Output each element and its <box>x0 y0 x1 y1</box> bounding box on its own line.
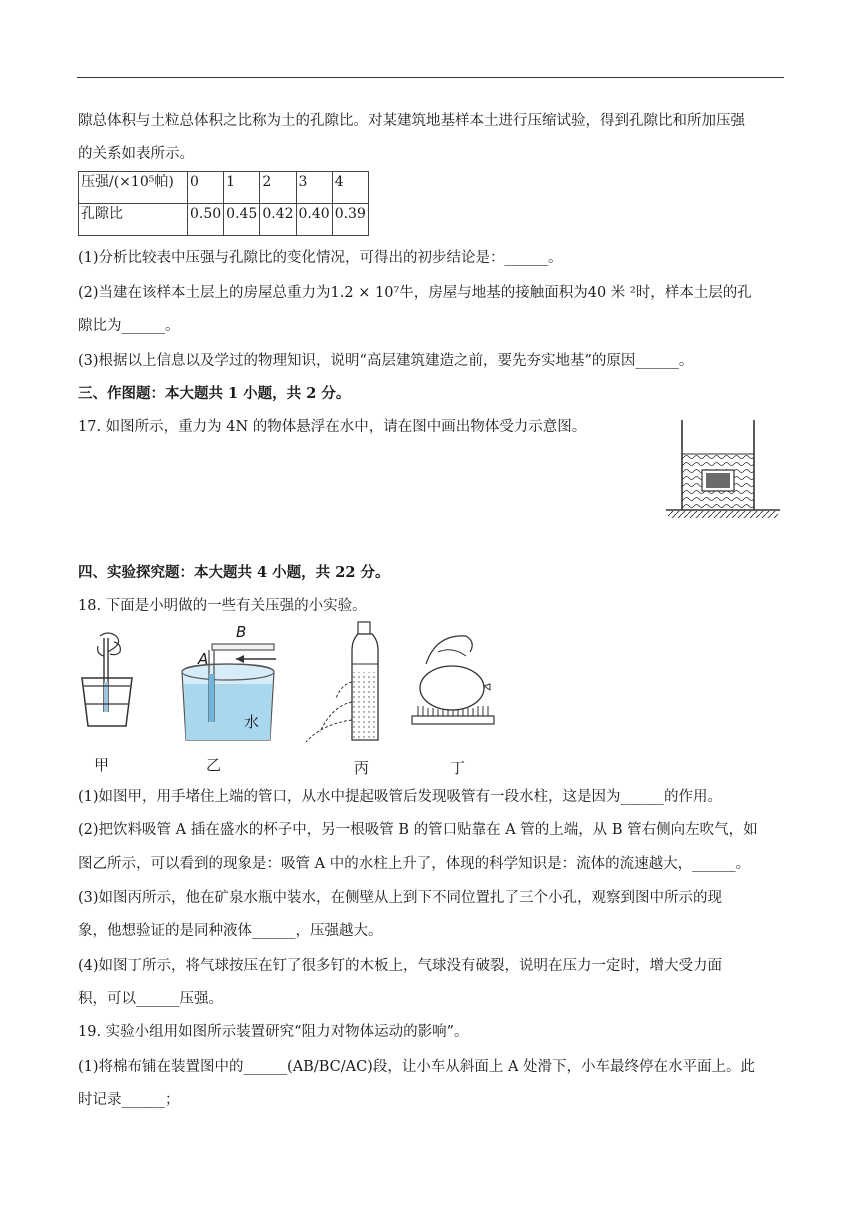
intro-line-1: 隙总体积与土粒总体积之比称为土的孔隙比。对某建筑地基样本土进行压缩试验，得到孔隙比和所加压强 <box>78 113 745 129</box>
q18-part4-line1: (4)如图丁所示，将气球按压在钉了很多钉的木板上，气球没有破裂，说明在压力一定时，增大受力面 <box>78 958 723 974</box>
table-cell: 0.39 <box>332 204 368 236</box>
figure-bing-bottle-holes <box>302 620 388 746</box>
table-cell: 0.45 <box>224 204 260 236</box>
q18-part4-line2: 积，可以______压强。 <box>78 991 223 1007</box>
q16-part1: (1)分析比较表中压强与孔隙比的变化情况，可得出的初步结论是：______。 <box>78 250 563 266</box>
table-cell: 4 <box>332 172 368 204</box>
label-jia: 甲 <box>94 756 110 774</box>
label-water: 水 <box>244 713 260 731</box>
q19-stem: 19. 实验小组用如图所示装置研究“阻力对物体运动的影响”。 <box>78 1024 469 1040</box>
suspended-block <box>706 473 730 488</box>
table-row <box>79 172 369 204</box>
q18-part2-line1: (2)把饮料吸管 A 插在盛水的杯子中，另一根吸管 B 的管口贴靠在 A 管的上端，从 B 管右侧向左吹气，如 <box>78 822 758 838</box>
table-row <box>79 204 369 236</box>
q18-part2-line2: 图乙所示，可以看到的现象是：吸管 A 中的水柱上升了，体现的科学知识是：流体的流速越大，______。 <box>78 856 751 872</box>
q18-part3-line1: (3)如图丙所示，他在矿泉水瓶中装水，在侧壁从上到下不同位置扎了三个小孔，观察到图中所示的现 <box>78 890 723 906</box>
q18-part1: (1)如图甲，用手堵住上端的管口，从水中提起吸管后发现吸管有一段水柱，这是因为______的作用。 <box>78 789 723 805</box>
q19-part1-line1: (1)将棉布铺在装置图中的______(AB/BC/AC)段，让小车从斜面上 A 处滑下，小车最终停在水平面上。此 <box>78 1059 756 1075</box>
table-cell: 0.42 <box>260 204 296 236</box>
label-a: A <box>198 650 209 668</box>
header-rule <box>77 77 784 78</box>
section-3-heading: 三、作图题：本大题共 1 小题，共 2 分。 <box>78 385 351 402</box>
label-ding: 丁 <box>450 759 466 777</box>
q17-beaker-figure <box>664 418 784 520</box>
figure-ding-balloon-nails <box>408 630 498 740</box>
table-cell: 孔隙比 <box>79 204 188 236</box>
label-yi: 乙 <box>206 756 222 774</box>
pressure-ratio-table <box>78 171 369 236</box>
table-cell: 1 <box>224 172 260 204</box>
q19-part1-line2: 时记录______； <box>78 1092 180 1108</box>
q17-stem: 17. 如图所示，重力为 4N 的物体悬浮在水中，请在图中画出物体受力示意图。 <box>78 419 587 435</box>
table-cell: 3 <box>296 172 332 204</box>
q18-part3-line2: 象，他想验证的是同种液体______，压强越大。 <box>78 923 383 939</box>
q18-stem: 18. 下面是小明做的一些有关压强的小实验。 <box>78 598 367 614</box>
label-b: B <box>236 623 247 641</box>
table-cell: 0.40 <box>296 204 332 236</box>
q16-part2-line2: 隙比为______。 <box>78 318 180 334</box>
label-bing: 丙 <box>354 759 370 777</box>
figure-jia-straw-cup <box>78 632 138 732</box>
table-cell: 0 <box>188 172 224 204</box>
table-cell: 压强/(×10⁵帕) <box>79 172 188 204</box>
q16-part2-line1: (2)当建在该样本土层上的房屋总重力为1.2 × 10⁷牛，房屋与地基的接触面积为40 米 ²时，样本土层的孔 <box>78 285 752 301</box>
figure-yi-beaker-blowing <box>176 622 286 746</box>
table-cell: 2 <box>260 172 296 204</box>
section-4-heading: 四、实验探究题：本大题共 4 小题，共 22 分。 <box>78 564 390 581</box>
intro-line-2: 的关系如表所示。 <box>78 146 194 162</box>
table-cell: 0.50 <box>188 204 224 236</box>
q16-part3: (3)根据以上信息以及学过的物理知识，说明“高层建筑建造之前，要先夯实地基”的原因______。 <box>78 353 694 369</box>
